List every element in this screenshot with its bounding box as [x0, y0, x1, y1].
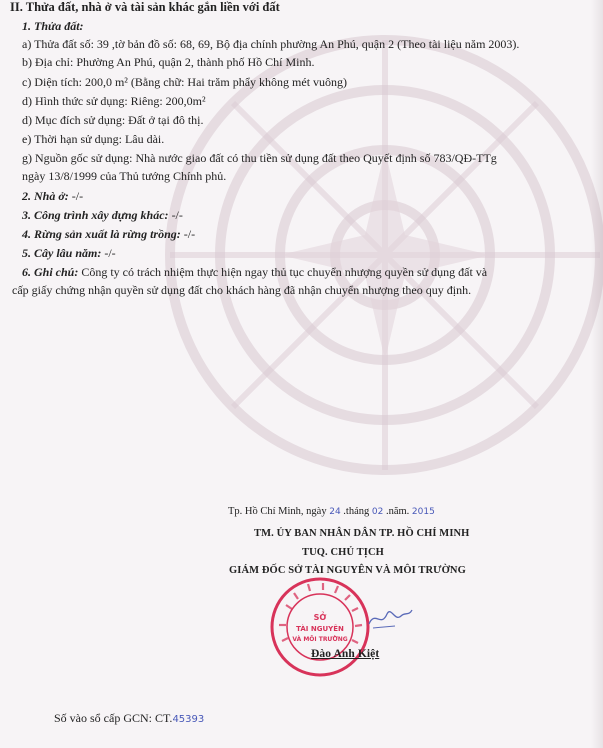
construction-label: 3. Công trình xây dựng khác:	[22, 208, 169, 222]
note-label: 6. Ghi chú:	[22, 265, 79, 279]
perennial-row	[22, 246, 116, 261]
date-month: 02	[371, 507, 384, 517]
handwritten-signature	[365, 602, 415, 632]
stamp-line-3: VÀ MÔI TRƯỜNG	[292, 636, 348, 643]
land-usage-form: d) Hình thức sử dụng: Riêng: 200,0m²	[22, 94, 206, 108]
signing-director-title: GIÁM ĐỐC SỞ TÀI NGUYÊN VÀ MÔI TRƯỜNG	[229, 565, 466, 576]
construction-row	[22, 208, 183, 223]
place-date-prefix: Tp. Hồ Chí Minh, ngày	[228, 506, 327, 517]
land-origin: g) Nguồn gốc sử dụng: Nhà nước giao đất có thu tiền sử dụng đất theo Quyết định số 783/QĐ-TTg	[22, 151, 497, 165]
register-label: Số vào sổ cấp GCN: CT.	[54, 711, 173, 725]
land-area: c) Diện tích: 200,0 m² (Bằng chữ: Hai trăm phẩy không mét vuông)	[22, 75, 348, 89]
place-date	[228, 506, 435, 517]
signing-org: TM. ỦY BAN NHÂN DÂN TP. HỒ CHÍ MINH	[254, 528, 470, 539]
section-title: II. Thửa đất, nhà ở và tài sản khác gắn liền với đất	[10, 0, 280, 14]
note-line-1: Công ty có trách nhiệm thực hiện ngay thủ tục chuyển nhượng quyền sử dụng đất và	[78, 265, 488, 279]
date-month-label: .tháng	[343, 506, 370, 517]
signing-role: TUQ. CHỦ TỊCH	[302, 547, 384, 558]
construction-value: -/-	[168, 208, 183, 222]
stamp-line-2: TÀI NGUYÊN	[296, 625, 344, 633]
land-usage-purpose: d) Mục đích sử dụng: Đất ở tại đô thị.	[22, 113, 204, 127]
land-usage-term: e) Thời hạn sử dụng: Lâu dài.	[22, 132, 165, 146]
forest-row	[22, 227, 195, 242]
signer-name: Đào Anh Kiệt	[311, 648, 380, 660]
land-parcel-number: a) Thửa đất số: 39 ,tờ bản đồ số: 68, 69, Bộ địa chính phường An Phú, quận 2 (Theo tài liệu năm 2003).	[22, 37, 520, 51]
land-address: b) Địa chỉ: Phường An Phú, quận 2, thành phố Hồ Chí Minh.	[22, 55, 315, 69]
date-day: 24	[329, 507, 341, 517]
date-year-label: .năm.	[385, 506, 410, 517]
land-origin-date: ngày 13/8/1999 của Thủ tướng Chính phủ.	[22, 169, 227, 183]
perennial-value: -/-	[101, 246, 116, 260]
house-value: -/-	[68, 189, 84, 203]
forest-value: -/-	[180, 227, 196, 241]
note-row	[22, 265, 487, 280]
land-heading: 1. Thửa đất:	[22, 19, 84, 33]
house-row	[22, 189, 83, 204]
date-year: 2015	[411, 507, 435, 517]
register-number	[54, 711, 204, 726]
forest-label: 4. Rừng sản xuất là rừng trồng:	[22, 227, 181, 241]
perennial-label: 5. Cây lâu năm:	[22, 246, 102, 260]
register-value: 45393	[172, 714, 205, 725]
stamp-line-1: SỞ	[313, 613, 327, 622]
house-label: 2. Nhà ở:	[22, 189, 69, 203]
official-stamp	[268, 575, 372, 679]
note-line-2: cấp giấy chứng nhận quyền sử dụng đất cho khách hàng đã nhận chuyển nhượng theo quy định.	[12, 283, 472, 297]
